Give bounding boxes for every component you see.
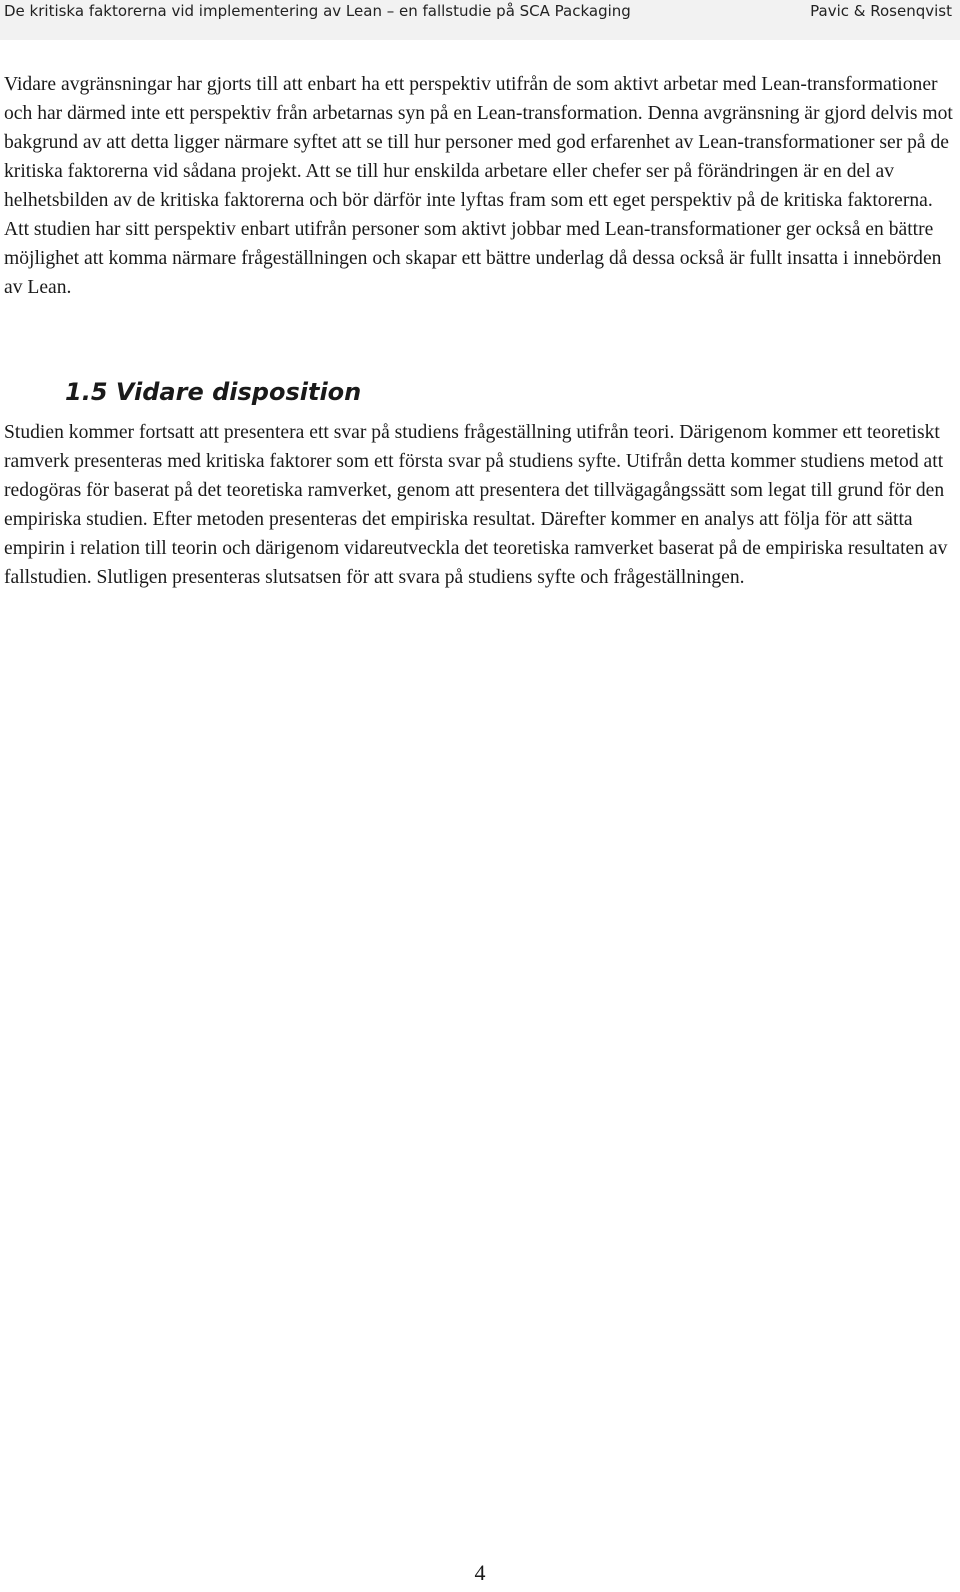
header-document-title: De kritiska faktorerna vid implementering av Lean – en fallstudie på SCA Packaging	[4, 2, 631, 20]
running-header	[0, 0, 960, 40]
header-authors: Pavic & Rosenqvist	[810, 2, 952, 20]
section-heading: 1.5 Vidare disposition	[65, 378, 362, 406]
paragraph-delimitations: Vidare avgränsningar har gjorts till att enbart ha ett perspektiv utifrån de som aktivt arbetar med Lean-transformationer och har därmed inte ett perspektiv från arbetarnas syn på en Lean-transformation. Denna avgränsning är gjord delvis mot bakgrund av att detta ligger närmare syftet att se till hur personer med god erfarenhet av Lean-transformationer ser på de kritiska faktorerna vid sådana projekt. Att se till hur enskilda arbetare eller chefer ser på förändringen är en del av helhetsbilden av de kritiska faktorerna och bör därför inte lyftas fram som ett eget perspektiv på de kritiska faktorerna. Att studien har sitt perspektiv enbart utifrån personer som aktivt jobbar med Lean-transformationer ger också en bättre möjlighet att komma närmare frågeställningen och skapar ett bättre underlag då dessa också är fullt insatta i innebörden av Lean.	[4, 74, 953, 298]
page-number: 4	[474, 1560, 486, 1585]
paragraph-disposition: Studien kommer fortsatt att presentera ett svar på studiens frågeställning utifrån teori. Därigenom kommer ett teoretiskt ramverk presenteras med kritiska faktorer som ett första svar på studiens syfte. Utifrån detta kommer studiens metod att redogöras för baserat på det teoretiska ramverket, genom att presentera det tillvägagångssätt som legat till grund för den empiriska studien. Efter metoden presenteras det empiriska resultat. Därefter kommer en analys att följa för att sätta empirin i relation till teorin och därigenom vidareutveckla det teoretiska ramverket baserat på de empiriska resultaten av fallstudien. Slutligen presenteras slutsatsen för att svara på studiens syfte och frågeställningen.	[4, 422, 948, 588]
